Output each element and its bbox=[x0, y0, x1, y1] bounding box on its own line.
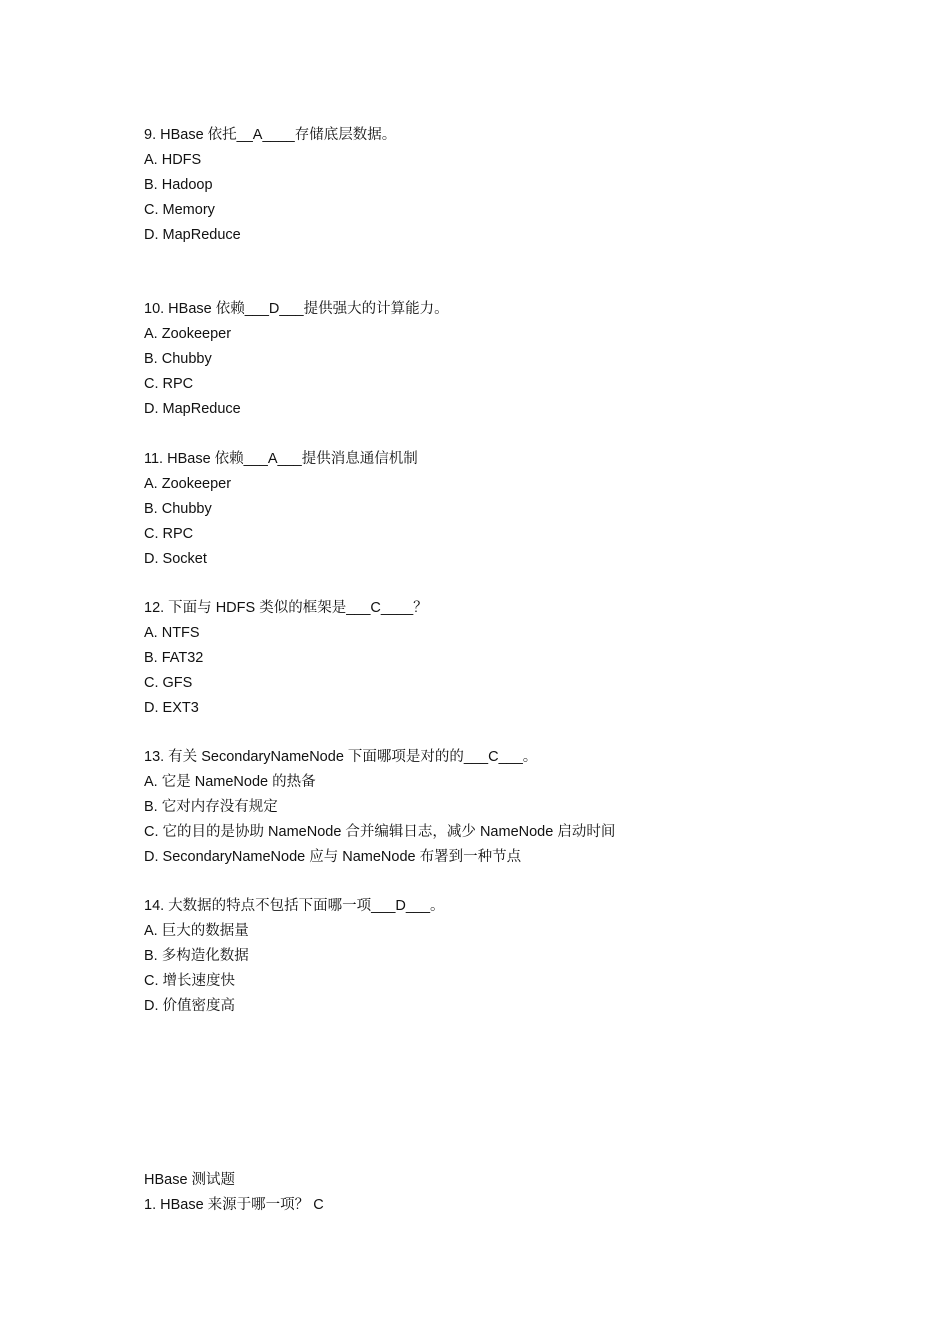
option-b: B. FAT32 bbox=[144, 650, 204, 666]
option-d: D. EXT3 bbox=[144, 700, 199, 716]
option-a: A. Zookeeper bbox=[144, 326, 232, 342]
question-13 bbox=[144, 745, 844, 870]
option-d: D. Socket bbox=[144, 551, 207, 567]
option-b: B. 多构造化数据 bbox=[144, 948, 249, 964]
option-d: D. MapReduce bbox=[144, 401, 241, 417]
section-title: HBase 测试题 bbox=[144, 1172, 236, 1188]
question-9 bbox=[144, 123, 844, 248]
option-d: D. MapReduce bbox=[144, 227, 241, 243]
question-text: 10. HBase 依赖___D___提供强大的计算能力。 bbox=[144, 301, 449, 317]
option-c: C. 它的目的是协助 NameNode 合并编辑日志，减少 NameNode 启动时间 bbox=[144, 824, 616, 840]
option-b: B. Chubby bbox=[144, 501, 212, 517]
question-12 bbox=[144, 596, 844, 721]
option-a: A. Zookeeper bbox=[144, 476, 232, 492]
question-14 bbox=[144, 894, 844, 1019]
option-c: C. Memory bbox=[144, 202, 215, 218]
question-text: 14. 大数据的特点不包括下面哪一项___D___。 bbox=[144, 898, 445, 914]
question-text: 9. HBase 依托__A____存储底层数据。 bbox=[144, 127, 397, 143]
option-b: B. 它对内存没有规定 bbox=[144, 799, 278, 815]
option-a: A. 它是 NameNode 的热备 bbox=[144, 774, 316, 790]
option-d: D. SecondaryNameNode 应与 NameNode 布署到一种节点 bbox=[144, 849, 522, 865]
question-text: 1. HBase 来源于哪一项？ C bbox=[144, 1197, 324, 1213]
question-text: 11. HBase 依赖___A___提供消息通信机制 bbox=[144, 451, 418, 467]
option-b: B. Hadoop bbox=[144, 177, 213, 193]
option-c: C. RPC bbox=[144, 376, 194, 392]
option-a: A. 巨大的数据量 bbox=[144, 923, 249, 939]
question-11 bbox=[144, 447, 844, 572]
option-a: A. NTFS bbox=[144, 625, 200, 641]
option-c: C. 增长速度快 bbox=[144, 973, 236, 989]
option-a: A. HDFS bbox=[144, 152, 202, 168]
option-d: D. 价值密度高 bbox=[144, 998, 236, 1014]
question-text: 12. 下面与 HDFS 类似的框架是___C____？ bbox=[144, 600, 428, 616]
section-hbase-test bbox=[144, 1168, 844, 1218]
option-b: B. Chubby bbox=[144, 351, 212, 367]
question-10 bbox=[144, 297, 844, 422]
option-c: C. GFS bbox=[144, 675, 193, 691]
option-c: C. RPC bbox=[144, 526, 194, 542]
question-text: 13. 有关 SecondaryNameNode 下面哪项是对的的___C___。 bbox=[144, 749, 538, 765]
